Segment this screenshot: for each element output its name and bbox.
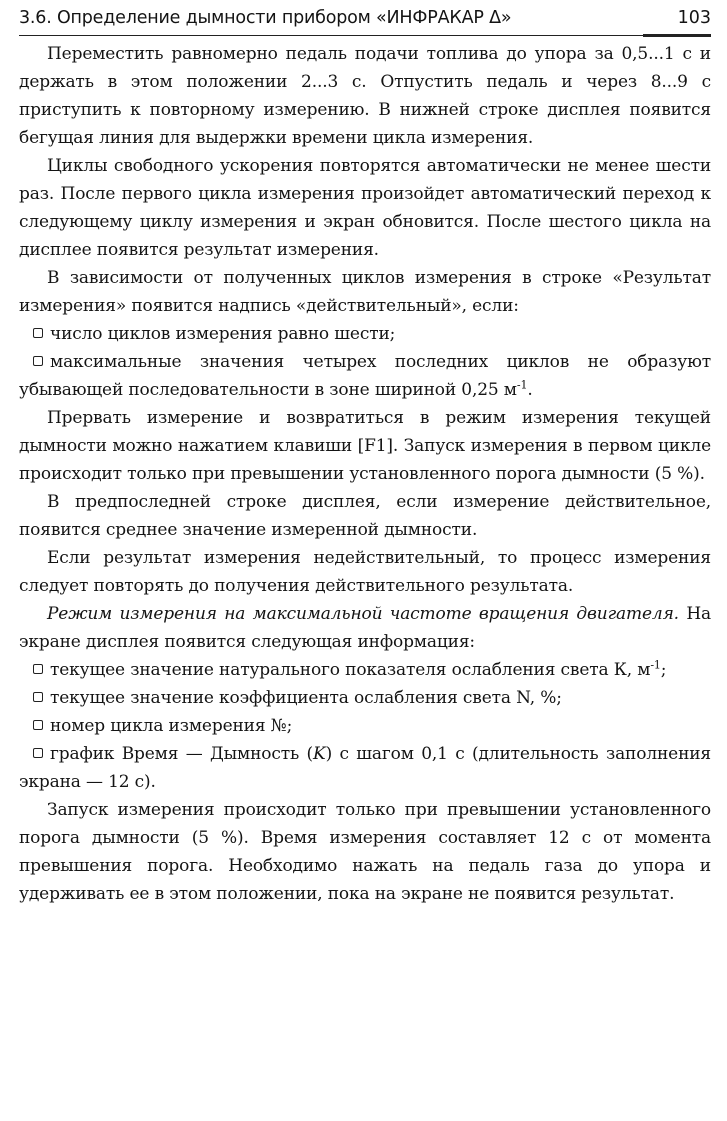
checkbox-bullet-icon	[33, 328, 43, 338]
paragraph-6: Если результат измерения недействительный, то процесс измерения следует повторять до получения действительного результата.	[19, 548, 711, 596]
list-item: максимальные значения четырех последних циклов не образуют убывающей последовательности в зоне шириной 0,25 $м^{-1}$.	[19, 352, 711, 400]
checkbox-bullet-icon	[33, 720, 43, 730]
paragraph-8: Запуск измерения происходит только при превышении установленного порога дымности (5 %). Время измерения составляет 12 с от момента превышения порога. Необходимо нажать на педаль газа до упора и удерживать ее в этом положении, пока на экране не появится результат.	[19, 800, 711, 904]
checkbox-bullet-icon	[33, 692, 43, 702]
checkbox-bullet-icon	[33, 748, 43, 758]
paragraph-2: Циклы свободного ускорения повторятся автоматически не менее шести раз. После первого цикла измерения произойдет автоматический переход к следующему циклу измерения и экран обновится. После шестого цикла на дисплее появится результат измерения.	[19, 156, 711, 260]
list-item: число циклов измерения равно шести;	[19, 320, 711, 348]
paragraph-4: Прервать измерение и возвратиться в режим измерения текущей дымности можно нажатием клавиши [F1]. Запуск измерения в первом цикле происходит только при превышении установленного порога дымности (5 %).	[19, 408, 711, 484]
mode-heading: Режим измерения на максимальной частоте вращения двигателя.	[47, 604, 679, 624]
section-title: 3.6. Определение дымности прибором «ИНФРАКАР Δ»	[19, 8, 512, 28]
checkbox-bullet-icon	[33, 356, 43, 366]
page-number: 103	[677, 8, 711, 28]
paragraph-5: В предпоследней строке дисплея, если измерение действительное, появится среднее значение измеренной дымности.	[19, 492, 711, 540]
paragraph-1: Переместить равномерно педаль подачи топлива до упора за 0,5...1 с и держать в этом положении 2...3 с. Отпустить педаль и через 8...9 с приступить к повторному измерению. В нижней строке дисплея появится бегущая линия для выдержки времени цикла измерения.	[19, 44, 711, 148]
list-item: график Время — Дымность (K) с шагом 0,1 с (длительность заполнения экрана — 12 с).	[19, 744, 711, 792]
header-rule-accent	[643, 34, 711, 37]
page-body	[19, 40, 711, 908]
paragraph-3: В зависимости от полученных циклов измерения в строке «Результат измерения» появится надпись «действительный», если:	[19, 268, 711, 316]
list-item: номер цикла измерения №;	[19, 712, 711, 740]
checkbox-bullet-icon	[33, 664, 43, 674]
list-item: текущее значение коэффициента ослабления света N, %;	[19, 684, 711, 712]
list-item: текущее значение натурального показателя ослабления света К, $м^{-1}$;	[19, 656, 711, 684]
paragraph-7: Режим измерения на максимальной частоте вращения двигателя. На экране дисплея появится следующая информация:	[19, 604, 711, 652]
header-rule	[19, 35, 711, 36]
running-header	[19, 0, 711, 40]
